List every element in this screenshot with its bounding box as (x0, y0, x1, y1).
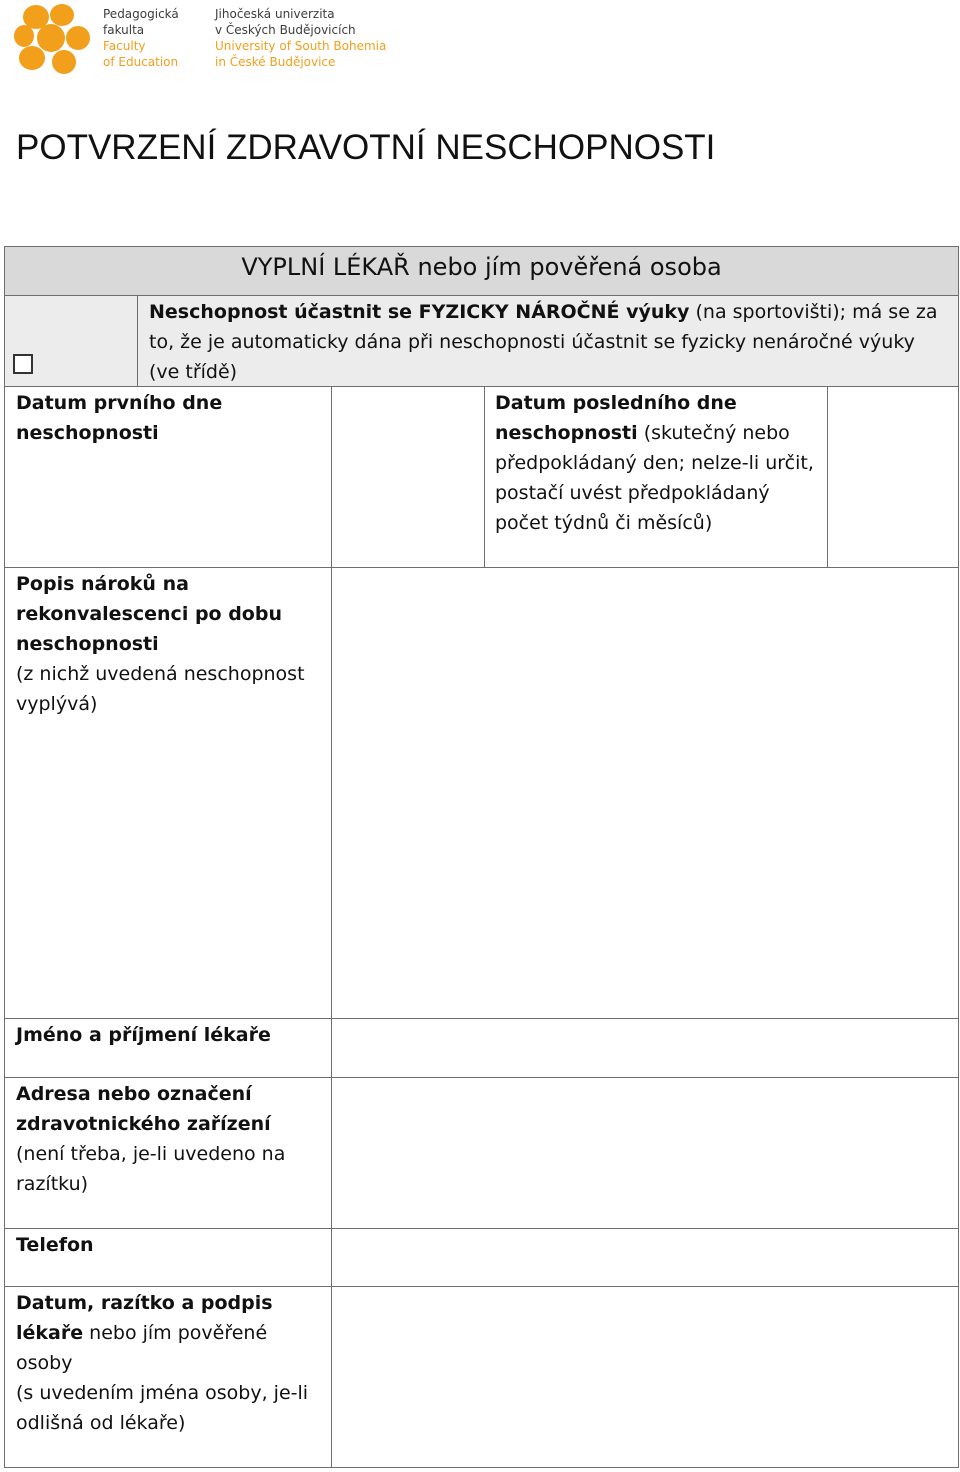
address-field[interactable] (332, 1078, 958, 1228)
physical-exemption-label-rest: (na sportovišti); má se za to, že je automaticky dána při neschopnosti účastnit se fyzicky nenáročné výuky (ve třídě) (149, 301, 938, 383)
recovery-label-bold: Popis nároků na rekonvalescenci po dobu neschopnosti (16, 573, 282, 655)
recovery-label-rest: (z nichž uvedená neschopnost vyplývá) (16, 663, 305, 715)
doctor-name-field[interactable] (332, 1019, 958, 1077)
first-day-label (5, 387, 331, 567)
university-line: Jihočeská univerzita (215, 7, 335, 21)
faculty-line: Faculty (103, 39, 146, 53)
logo-header (14, 2, 434, 76)
first-day-field[interactable] (332, 387, 484, 567)
certificate-form (4, 246, 959, 1468)
faculty-name (103, 6, 179, 70)
physical-exemption-checkbox[interactable] (13, 354, 33, 374)
university-line: in České Budějovice (215, 55, 336, 69)
faculty-line: fakulta (103, 23, 145, 37)
page-title: POTVRZENÍ ZDRAVOTNÍ NESCHOPNOSTI (16, 128, 716, 167)
signature-label-note: (s uvedením jména osoby, je-li odlišná od lékaře) (16, 1382, 309, 1434)
phone-label (5, 1229, 331, 1286)
university-name (215, 6, 386, 70)
signature-label (5, 1287, 331, 1467)
phone-field[interactable] (332, 1229, 958, 1286)
phone-label-bold: Telefon (16, 1234, 94, 1256)
university-line: v Českých Budějovicích (215, 23, 356, 37)
signature-label-rest: nebo jím pověřené osoby (16, 1322, 268, 1374)
address-label-bold: Adresa nebo označení zdravotnického zařízení (16, 1083, 271, 1135)
physical-exemption-label (138, 296, 958, 386)
first-day-label-bold: Datum prvního dne neschopnosti (16, 392, 223, 444)
last-day-field[interactable] (828, 387, 958, 567)
address-label (5, 1078, 331, 1228)
checkbox-cell (5, 296, 137, 386)
doctor-name-label-bold: Jméno a příjmení lékaře (16, 1024, 271, 1046)
form-banner: VYPLNÍ LÉKAŘ nebo jím pověřená osoba (5, 247, 958, 295)
signature-label-bold: Datum, razítko a podpis lékaře (16, 1292, 273, 1344)
last-day-label-bold: Datum posledního dne neschopnosti (495, 392, 737, 444)
recovery-field[interactable] (332, 568, 958, 1018)
signature-field[interactable] (332, 1287, 958, 1467)
university-flower-logo-icon (14, 2, 92, 76)
last-day-label-rest: (skutečný nebo předpokládaný den; nelze-li určit, postačí uvést předpokládaný počet týdnů či měsíců) (495, 422, 814, 534)
address-label-rest: (není třeba, je-li uvedeno na razítku) (16, 1143, 286, 1195)
doctor-name-label (5, 1019, 331, 1077)
physical-exemption-label-bold: Neschopnost účastnit se FYZICKY NÁROČNÉ výuky (149, 301, 690, 323)
faculty-line: Pedagogická (103, 7, 179, 21)
signature-label-main (16, 1288, 323, 1378)
last-day-label (485, 387, 827, 567)
university-line: University of South Bohemia (215, 39, 387, 53)
faculty-line: of Education (103, 55, 179, 69)
recovery-label (5, 568, 331, 1018)
